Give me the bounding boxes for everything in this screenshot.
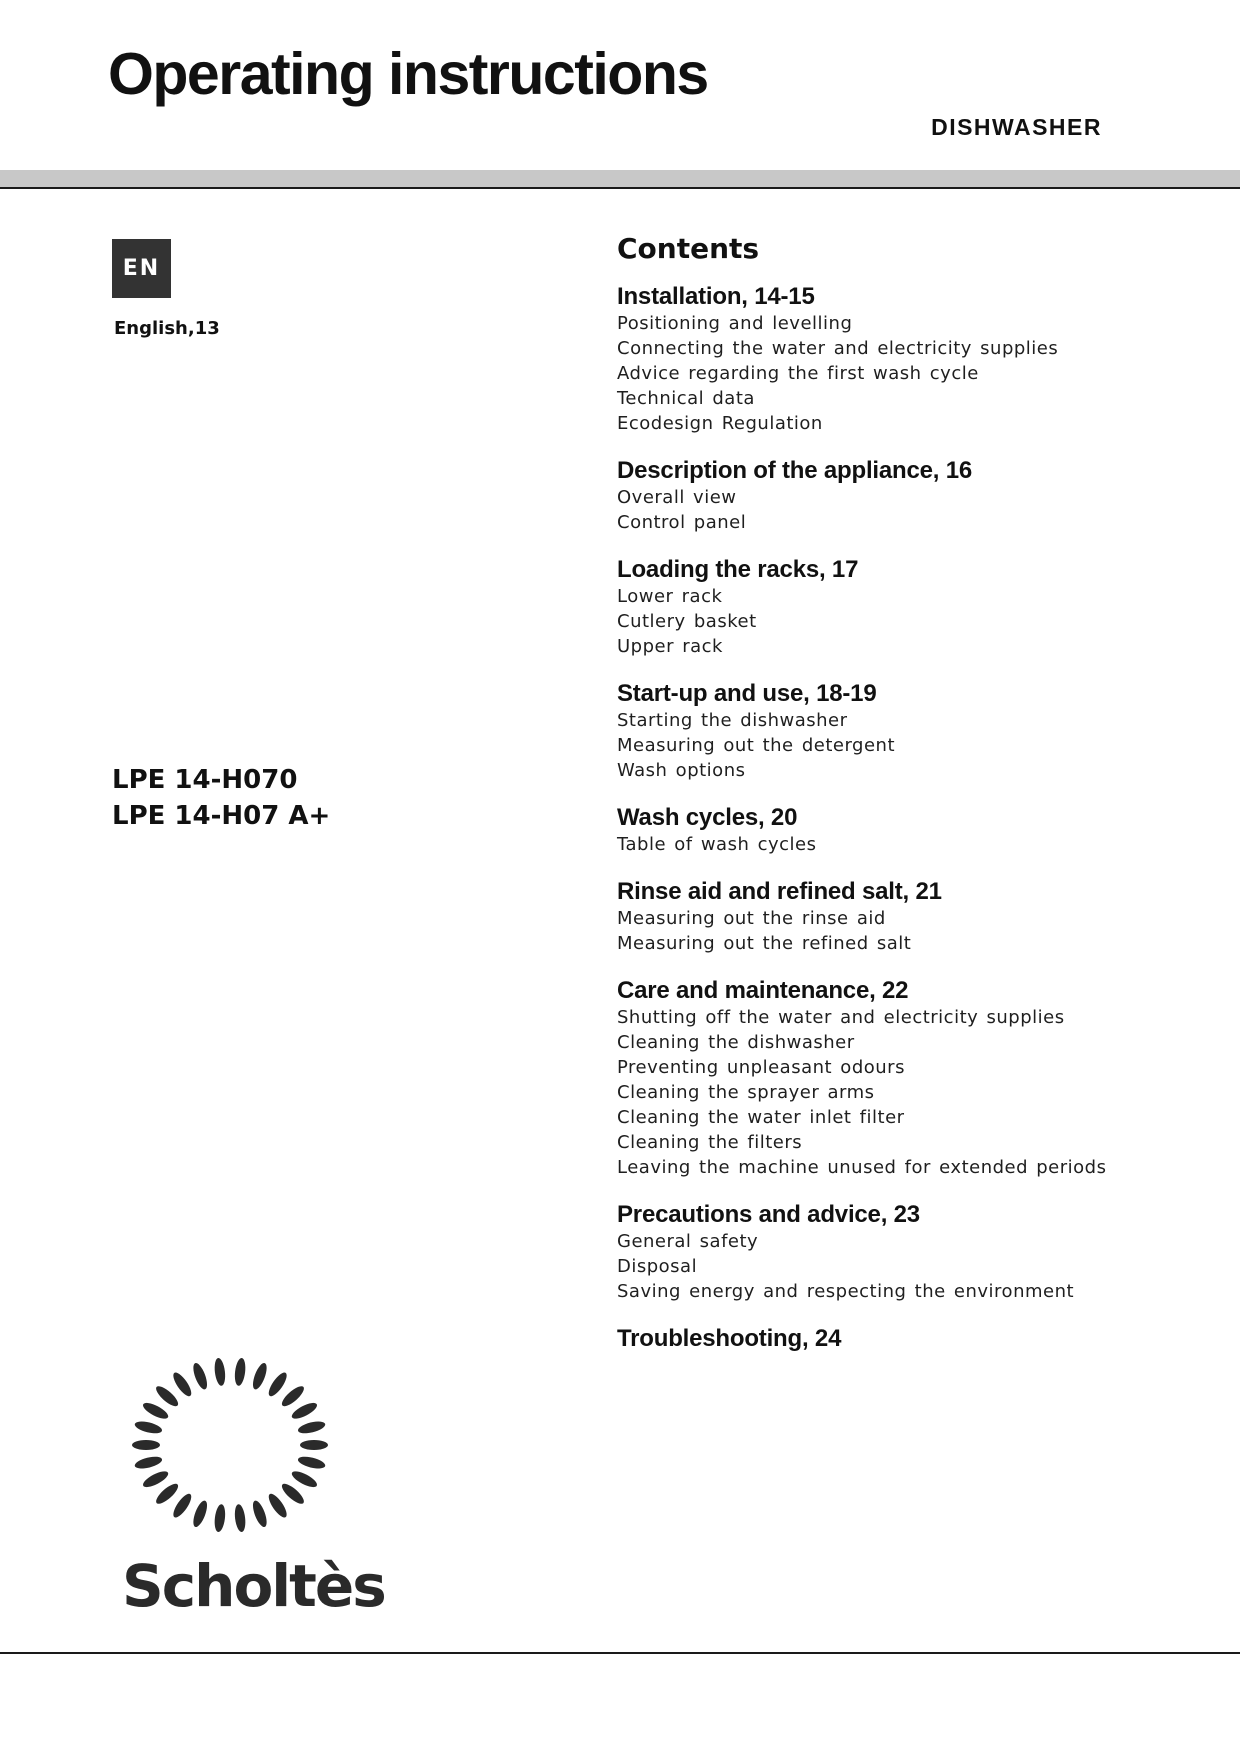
logo-ray <box>300 1440 328 1450</box>
header-band <box>0 170 1240 189</box>
model-list <box>112 762 330 834</box>
logo-ray <box>279 1383 307 1409</box>
section-item: Technical data <box>617 388 755 409</box>
logo-ray <box>170 1491 194 1520</box>
section-item: Cleaning the water inlet filter <box>617 1107 905 1128</box>
brand-name: Scholtès <box>122 1552 385 1620</box>
footer-rule <box>0 1652 1240 1654</box>
contents-section <box>617 680 1217 783</box>
section-item: General safety <box>617 1231 759 1252</box>
contents-section <box>617 1325 1217 1353</box>
section-title: Precautions and advice, 23 <box>617 1201 920 1228</box>
contents-section <box>617 457 1217 535</box>
logo-ray <box>134 1454 164 1470</box>
language-badge: EN <box>112 239 171 298</box>
logo-ray <box>141 1400 170 1422</box>
section-item: Wash options <box>617 760 746 781</box>
section-item: Upper rack <box>617 636 723 657</box>
contents-section <box>617 1201 1217 1304</box>
section-title: Wash cycles, 20 <box>617 804 798 831</box>
document-title: Operating instructions <box>108 41 708 107</box>
section-title: Installation, 14-15 <box>617 283 815 310</box>
logo-ray <box>153 1481 181 1507</box>
logo-ray <box>250 1499 269 1529</box>
logo-ray <box>266 1491 290 1520</box>
model-number: LPE 14-H070 <box>112 765 298 795</box>
section-item: Cleaning the sprayer arms <box>617 1082 875 1103</box>
logo-ray <box>290 1468 319 1490</box>
section-item: Positioning and levelling <box>617 313 853 334</box>
logo-ray <box>191 1361 210 1391</box>
section-item: Overall view <box>617 487 737 508</box>
contents-section <box>617 878 1217 956</box>
logo-ray <box>233 1357 246 1386</box>
section-item: Cleaning the dishwasher <box>617 1032 855 1053</box>
logo-ray <box>132 1440 160 1450</box>
logo-ray <box>170 1370 194 1399</box>
logo-ray <box>153 1383 181 1409</box>
logo-ray <box>266 1370 290 1399</box>
section-item: Cleaning the filters <box>617 1132 803 1153</box>
section-title: Start-up and use, 18-19 <box>617 680 877 707</box>
contents-heading: Contents <box>617 232 760 265</box>
table-of-contents <box>617 232 1217 1374</box>
section-item: Leaving the machine unused for extended periods <box>617 1157 1107 1178</box>
section-item: Lower rack <box>617 586 723 607</box>
section-item: Starting the dishwasher <box>617 710 848 731</box>
section-title: Troubleshooting, 24 <box>617 1325 842 1352</box>
brand-logo <box>120 1345 390 1620</box>
logo-ray <box>191 1499 210 1529</box>
section-item: Measuring out the rinse aid <box>617 908 886 929</box>
section-item: Advice regarding the first wash cycle <box>617 363 979 384</box>
logo-ray <box>213 1504 226 1533</box>
language-page-reference: English,13 <box>114 318 220 339</box>
sun-logo-icon <box>120 1345 340 1545</box>
section-item: Cutlery basket <box>617 611 757 632</box>
section-title: Description of the appliance, 16 <box>617 457 973 484</box>
section-item: Preventing unpleasant odours <box>617 1057 905 1078</box>
section-item: Table of wash cycles <box>617 834 817 855</box>
logo-ray <box>141 1468 170 1490</box>
appliance-category: DISHWASHER <box>931 114 1102 140</box>
section-title: Rinse aid and refined salt, 21 <box>617 878 942 905</box>
section-title: Care and maintenance, 22 <box>617 977 909 1004</box>
contents-section <box>617 977 1217 1180</box>
logo-ray <box>279 1481 307 1507</box>
logo-ray <box>290 1400 319 1422</box>
section-title: Loading the racks, 17 <box>617 556 859 583</box>
logo-ray <box>213 1357 226 1386</box>
section-item: Measuring out the detergent <box>617 735 896 756</box>
logo-ray <box>233 1504 246 1533</box>
section-item: Disposal <box>617 1256 698 1277</box>
contents-section <box>617 804 1217 857</box>
section-item: Saving energy and respecting the environment <box>617 1281 1075 1302</box>
logo-ray <box>297 1419 327 1435</box>
model-number: LPE 14-H07 A+ <box>112 801 331 831</box>
section-item: Connecting the water and electricity supplies <box>617 338 1059 359</box>
contents-sections <box>617 283 1217 1353</box>
section-item: Ecodesign Regulation <box>617 413 823 434</box>
contents-section <box>617 283 1217 436</box>
logo-ray <box>297 1454 327 1470</box>
logo-ray <box>134 1419 164 1435</box>
section-item: Shutting off the water and electricity supplies <box>617 1007 1065 1028</box>
section-item: Control panel <box>617 512 747 533</box>
section-item: Measuring out the refined salt <box>617 933 912 954</box>
contents-section <box>617 556 1217 659</box>
logo-ray <box>250 1361 269 1391</box>
